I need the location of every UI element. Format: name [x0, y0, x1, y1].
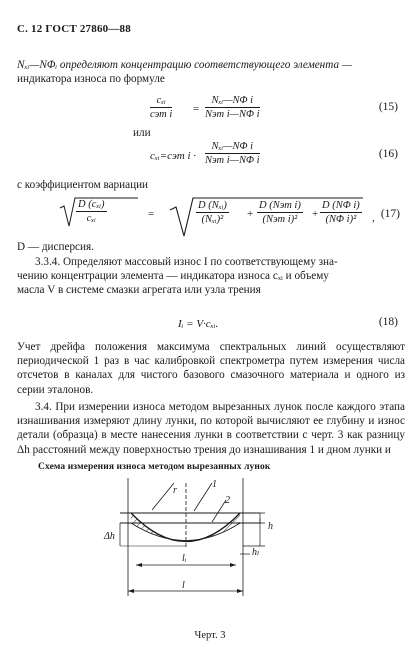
drift-paragraph: Учет дрейфа положения максимума спектральных линий осуществляют периодической 1 раз в час калибровкой спектрометра путем измерения числа отсчетов в каналах для чистого базового смазочного материала и одного из серии эталонов. [17, 341, 405, 396]
eq15-rhs-den: Nэт i—NΦ i [205, 109, 260, 120]
eq17-plus-2: + [312, 208, 319, 220]
eq18-expr: Iᵢ = V·cₓᵢ. [178, 318, 219, 330]
eq17-lhs-den: cₓᵢ [86, 213, 96, 224]
figure-caption: Черт. 3 [194, 630, 226, 641]
p334-line-3: масла V в системе смазки агрегата или узла трения [17, 284, 261, 296]
eq17-term2 [257, 200, 303, 225]
page-header: С. 12 ГОСТ 27860—88 [17, 23, 131, 35]
label-r: r [173, 485, 177, 496]
eq15-lhs-fraction [150, 95, 172, 120]
eq17-plus-1: + [247, 208, 254, 220]
eq15-lhs-den: cэт i [150, 109, 173, 120]
label-2: 2 [225, 495, 230, 506]
eq16-rhs-fraction [205, 141, 260, 166]
label-l-i: lᵢ [182, 553, 187, 564]
label-delta-h: Δh [104, 531, 115, 542]
eq17-lhs-fraction [76, 199, 107, 224]
p334-line-2: чению концентрации элемента — индикатора износа cₓᵢ и объему [17, 270, 329, 282]
label-h: h [268, 521, 273, 532]
eq16-number: (16) [378, 148, 398, 160]
dispersion-line: D — дисперсия. [17, 241, 94, 253]
eq17-t2-den: (Nэт i)² [262, 214, 298, 225]
eq17-term3 [320, 200, 362, 225]
eq16-rhs-den: Nэт i—NΦ i [205, 155, 260, 166]
eq17-lhs-num: D (cₓᵢ) [78, 199, 105, 210]
figure-title: Схема измерения износа методом вырезанных лунок [38, 462, 271, 472]
eq17-term1 [196, 200, 229, 225]
eq17-t3-num: D (NΦ i) [322, 200, 360, 211]
eq15-lhs-num: cₓᵢ [150, 95, 172, 108]
eq15-equals: = [193, 103, 200, 115]
eq17-t1-num: D (Nₓᵢ) [198, 200, 227, 211]
p345-paragraph: 3.4. При измерении износа методом вырезанных лунок после каждого этапа изнашивания измеряют длину лунки, по которой вычисляют ее глубину и износ детали (образца) в месте нанесения лунки в соответствии с черт. 3 как разницу Δh расстояний между поверхностью трения до изнашивания 1 и дном лунки и [17, 401, 405, 456]
eq17-t3-den: (NΦ i)² [325, 214, 357, 225]
intro-line-2: индикатора износа по формуле [17, 73, 165, 85]
intro-line-1: Nₓᵢ—NΦᵢ определяют концентрацию соответствующего элемента — [17, 59, 352, 71]
p334-line-1: 3.3.4. Определяют массовый износ I по соответствующему зна- [35, 256, 338, 268]
eq17-t2-num: D (Nэт i) [259, 200, 301, 211]
or-word: или [133, 127, 151, 139]
label-l: l [182, 580, 185, 591]
wear-hole-diagram [100, 478, 320, 628]
label-1: 1 [212, 479, 217, 490]
eq15-rhs-fraction [205, 95, 260, 120]
eq16-rhs-num: Nₓᵢ—NΦ i [205, 141, 260, 154]
eq17-t1-den: (Nₓᵢ)² [201, 214, 224, 225]
eq17-equals: = [148, 208, 155, 220]
coef-line: с коэффициентом вариации [17, 179, 149, 191]
eq17-comma: , [372, 212, 375, 224]
eq15-rhs-num: Nₓᵢ—NΦ i [205, 95, 260, 108]
eq17-number: (17) [380, 208, 400, 220]
label-h-l: hₗ [252, 547, 260, 558]
eq18-number: (18) [378, 316, 398, 328]
eq16-lhs: cₓᵢ=cэт i · [150, 150, 197, 162]
eq15-number: (15) [378, 101, 398, 113]
